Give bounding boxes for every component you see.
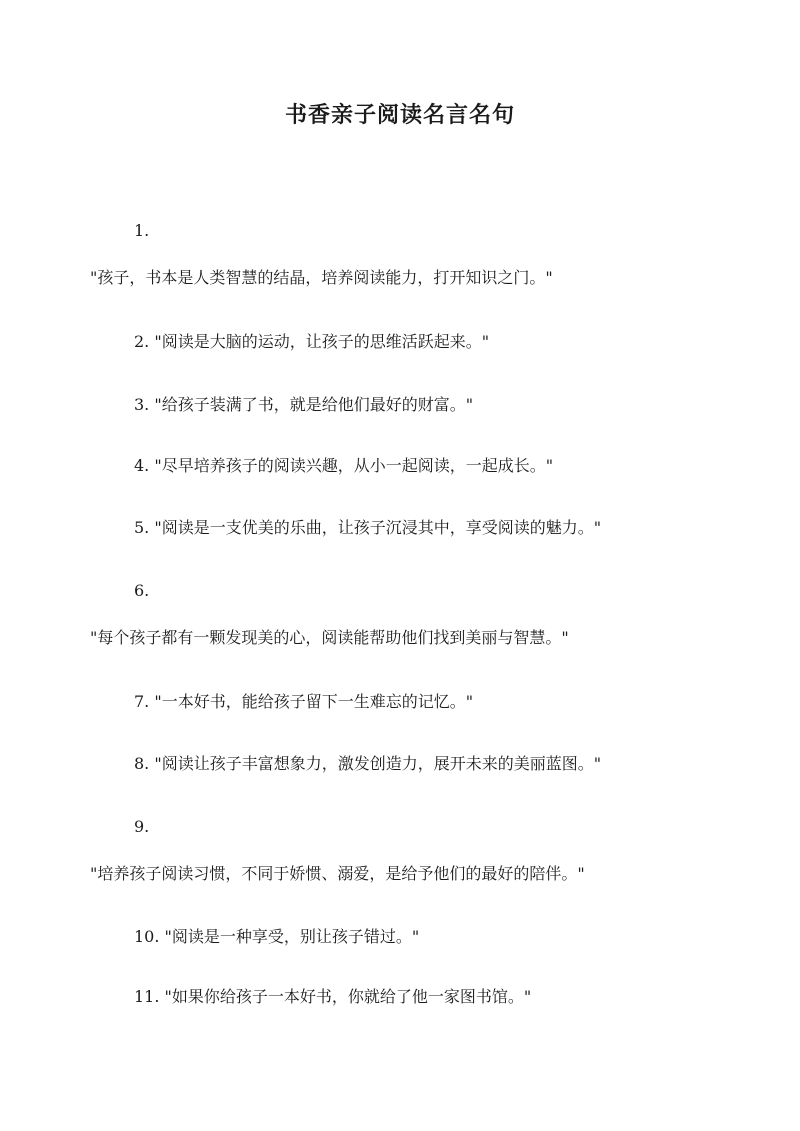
quote-10-text: "阅读是一种享受，别让孩子错过。" bbox=[164, 927, 420, 946]
quote-10 bbox=[134, 927, 419, 947]
page-title: 书香亲子阅读名言名句 bbox=[284, 102, 515, 128]
quote-4 bbox=[134, 456, 553, 476]
quote-11-text: "如果你给孩子一本好书，你就给了他一家图书馆。" bbox=[164, 987, 532, 1006]
quote-3-text: "给孩子装满了书，就是给他们最好的财富。" bbox=[154, 395, 474, 414]
quote-2 bbox=[134, 332, 489, 352]
quote-8-text: "阅读让孩子丰富想象力，激发创造力，展开未来的美丽蓝图。" bbox=[154, 754, 602, 773]
quote-11 bbox=[134, 987, 531, 1007]
quote-3-number: 3. bbox=[134, 395, 150, 414]
quote-5-number: 5. bbox=[134, 518, 150, 537]
quote-5 bbox=[134, 518, 601, 538]
quote-1-number: 1. bbox=[134, 221, 150, 240]
quote-11-number: 11. bbox=[134, 987, 160, 1006]
quote-8 bbox=[134, 754, 601, 774]
quote-10-number: 10. bbox=[134, 927, 160, 946]
quote-9-text: "培养孩子阅读习惯，不同于娇惯、溺爱，是给予他们的最好的陪伴。" bbox=[90, 864, 585, 883]
quote-3 bbox=[134, 395, 473, 415]
quote-2-text: "阅读是大脑的运动，让孩子的思维活跃起来。" bbox=[154, 332, 490, 351]
quote-7-text: "一本好书，能给孩子留下一生难忘的记忆。" bbox=[154, 692, 474, 711]
quote-4-number: 4. bbox=[134, 456, 150, 475]
quote-9-number: 9. bbox=[134, 817, 150, 836]
quote-5-text: "阅读是一支优美的乐曲，让孩子沉浸其中，享受阅读的魅力。" bbox=[154, 518, 602, 537]
quote-7 bbox=[134, 692, 473, 712]
quote-8-number: 8. bbox=[134, 754, 150, 773]
quote-2-number: 2. bbox=[134, 332, 150, 351]
quote-7-number: 7. bbox=[134, 692, 150, 711]
quote-6-number: 6. bbox=[134, 581, 150, 600]
quote-6-text: "每个孩子都有一颗发现美的心，阅读能帮助他们找到美丽与智慧。" bbox=[90, 628, 569, 647]
quote-1-text: "孩子，书本是人类智慧的结晶，培养阅读能力，打开知识之门。" bbox=[90, 268, 553, 287]
quote-4-text: "尽早培养孩子的阅读兴趣，从小一起阅读，一起成长。" bbox=[154, 456, 554, 475]
